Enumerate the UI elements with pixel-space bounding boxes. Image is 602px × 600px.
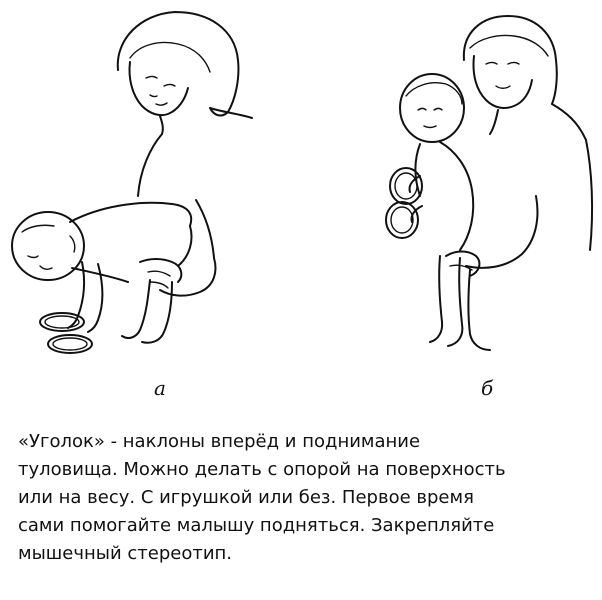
child-b-leg-left: [430, 256, 442, 342]
adult-a-hair: [118, 12, 239, 115]
adult-b-hair: [464, 16, 557, 104]
adult-b-shoulder: [552, 104, 586, 140]
figure-label-a: а: [154, 376, 166, 400]
panel-a-drawing: [12, 12, 252, 353]
exercise-description: «Уголок» - наклоны вперёд и поднимание туловища. Можно делать с опорой на поверхность или на весу. С игрушкой или без. Первое время сами помогайте малышу подняться. Закрепляйте мышечный стереотип.: [18, 431, 506, 564]
panel-b-drawing: [386, 16, 592, 350]
figure-label-b: б: [481, 376, 494, 400]
adult-a-body: [138, 134, 162, 196]
child-a-leg: [122, 280, 150, 338]
adult-b-face: [474, 56, 533, 108]
child-a-back: [70, 203, 191, 226]
adult-a-neck: [160, 116, 163, 134]
adult-a-shoulder: [210, 108, 252, 118]
adult-a-face: [130, 62, 189, 115]
child-b-body: [440, 142, 473, 250]
child-b-head: [400, 74, 464, 142]
adult-a-arm: [160, 258, 215, 296]
adult-a-hair-inner: [130, 43, 210, 72]
